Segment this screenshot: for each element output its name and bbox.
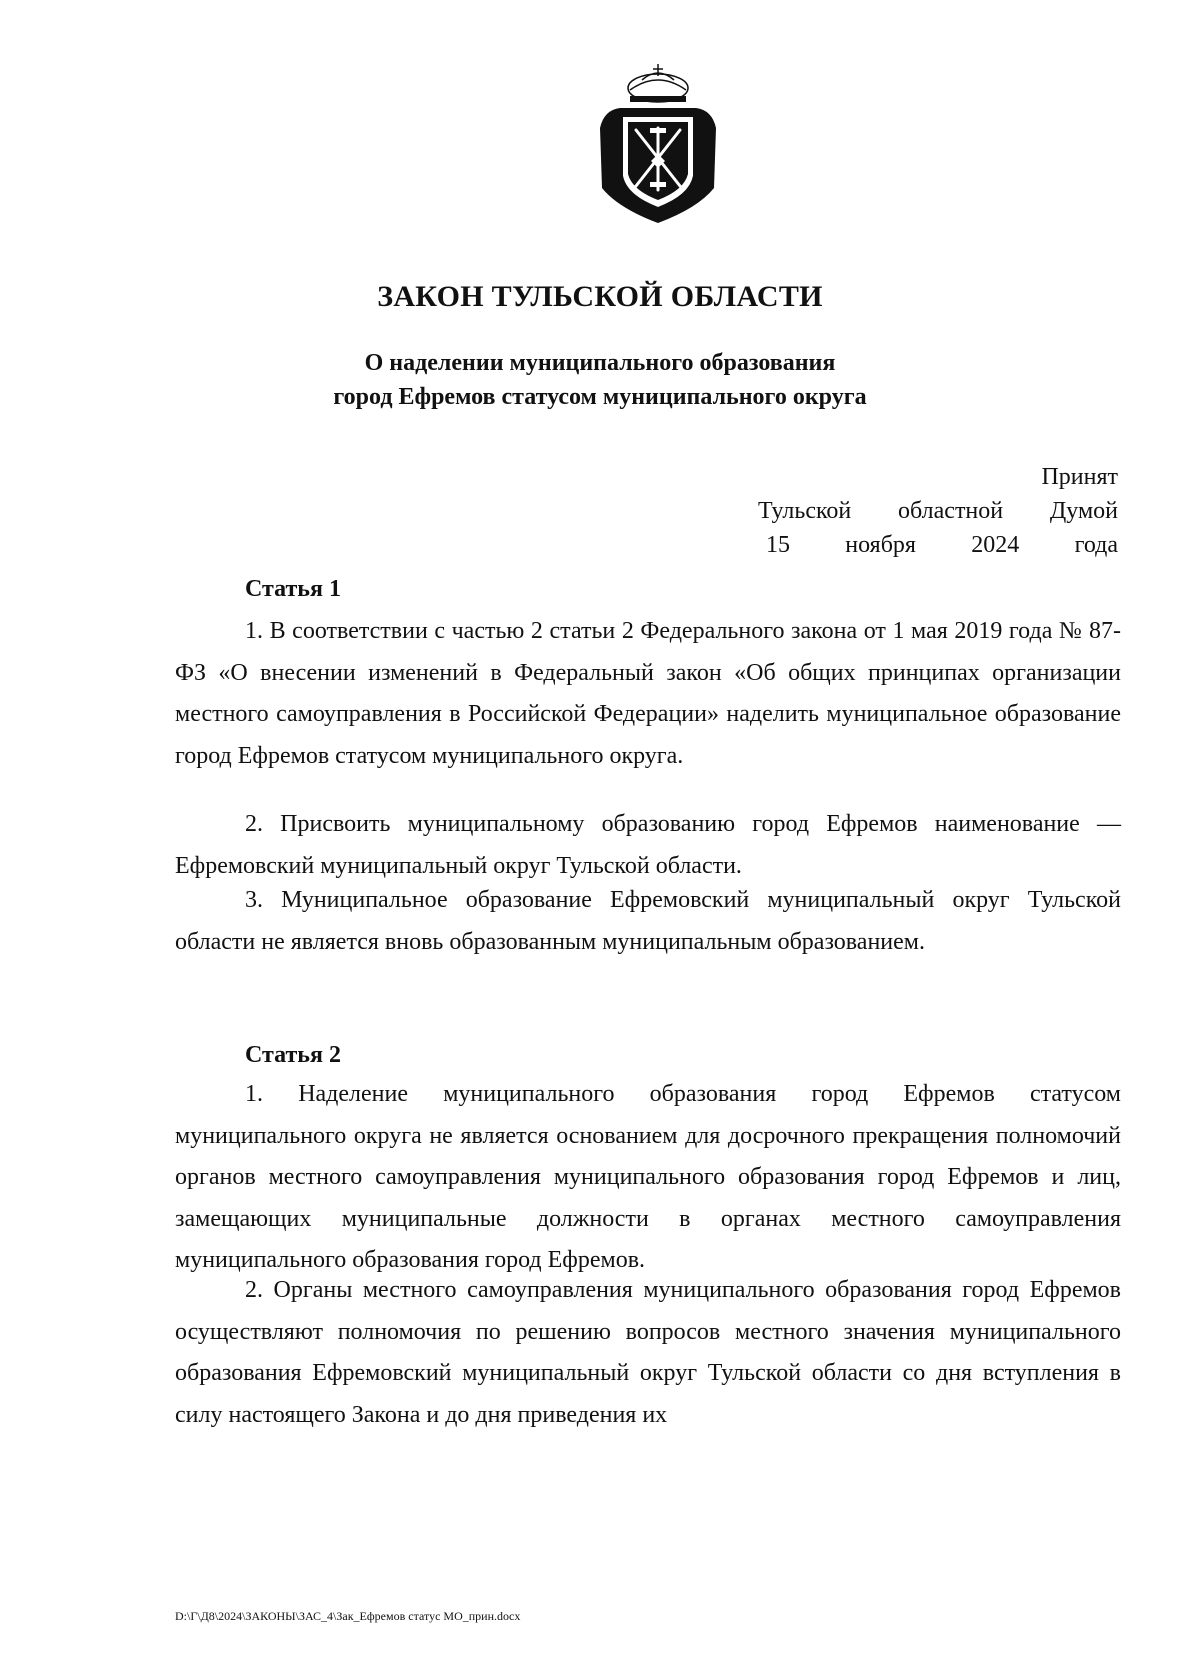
coat-of-arms-icon <box>590 58 726 226</box>
article-1-heading: Статья 1 <box>245 576 341 602</box>
article-2-heading: Статья 2 <box>245 1042 341 1068</box>
article-2-paragraph-2: 2. Органы местного самоуправления муниципального образования город Ефремов осуществляют полномочия по решению вопросов местного значения муниципального образования Ефремовский муниципальный округ Тульской области со дня вступления в силу настоящего Закона и до дня приведения их <box>175 1277 1121 1428</box>
subtitle-line-1: О наделении муниципального образования <box>364 350 836 376</box>
article-1-paragraph-3: 3. Муниципальное образование Ефремовский муниципальный округ Тульской области не является вновь образованным муниципальным образованием. <box>175 887 1121 955</box>
file-path-footer: D:\Г\Д8\2024\ЗАКОНЫ\ЗАС_4\Зак_Ефремов статус МО_прин.docx <box>175 1609 521 1623</box>
adopted-month: ноября <box>845 532 916 558</box>
adopted-day: 15 <box>766 532 790 558</box>
article-1-paragraph-1: 1. В соответствии с частью 2 статьи 2 Федерального закона от 1 мая 2019 года № 87-ФЗ «О внесении изменений в Федеральный закон «Об общих принципах организации местного самоуправления в Российской Федерации» наделить муниципальное образование город Ефремов статусом муниципального округа. <box>175 618 1121 769</box>
adopted-year-word: года <box>1074 532 1118 558</box>
adopted-year: 2024 <box>971 532 1020 558</box>
adopted-label: Принят <box>1041 464 1118 490</box>
document-subtitle <box>0 346 1200 414</box>
adoption-block <box>758 460 1118 562</box>
document-title: ЗАКОН ТУЛЬСКОЙ ОБЛАСТИ <box>377 280 823 313</box>
article-2-paragraph-1: 1. Наделение муниципального образования город Ефремов статусом муниципального округа не является основанием для досрочного прекращения полномочий органов местного самоуправления муниципального образования город Ефремов и лиц, замещающих муниципальные должности в органах местного самоуправления муниципального образования город Ефремов. <box>175 1081 1121 1273</box>
adopted-date <box>758 528 1118 562</box>
article-1-paragraph-2: 2. Присвоить муниципальному образованию город Ефремов наименование — Ефремовский муниципальный округ Тульской области. <box>175 811 1121 879</box>
subtitle-line-2: город Ефремов статусом муниципального округа <box>333 384 867 410</box>
adopted-by: Тульской областной Думой <box>758 498 1118 524</box>
